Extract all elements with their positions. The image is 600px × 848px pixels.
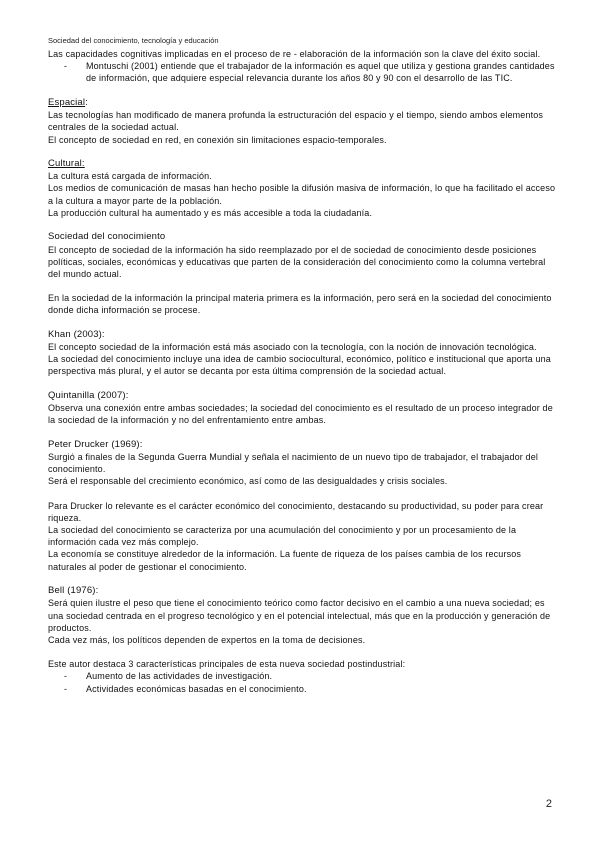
sociedad-paragraph-2: En la sociedad de la información la principal materia primera es la información, pero será en la sociedad del conocimiento donde dicha información se procese. xyxy=(48,293,552,316)
page-number: 2 xyxy=(545,798,552,810)
drucker-paragraph-3: Para Drucker lo relevante es el carácter económico del conocimiento, destacando su productividad, su poder para crear riqueza. xyxy=(48,500,544,523)
section-heading-sociedad: Sociedad del conocimiento xyxy=(48,231,166,243)
intro-paragraph: Las capacidades cognitivas implicadas en el proceso de re - elaboración de la información son la clave del éxito social. xyxy=(48,49,541,59)
section-heading-bell: Bell (1976): xyxy=(48,584,99,596)
section-heading-espacial xyxy=(48,97,558,110)
drucker-paragraph-2: Será el responsable del crecimiento económico, así como de las desigualdades y crisis sociales. xyxy=(48,476,448,487)
section-heading-quintanilla: Quintanilla (2007): xyxy=(48,389,129,401)
khan-paragraph-2: La sociedad del conocimiento incluye una idea de cambio sociocultural, económico, político e institucional que aporta una perspectiva más plural, y el autor se decanta por esta última comprensión de la sociedad actual. xyxy=(48,354,551,377)
list-item: - Actividades económicas basadas en el conocimiento. xyxy=(48,683,558,695)
document-page xyxy=(48,36,558,695)
running-header: Sociedad del conocimiento, tecnología y educación xyxy=(48,36,219,45)
drucker-paragraph-1: Surgió a finales de la Segunda Guerra Mundial y señala el nacimiento de un nuevo tipo de trabajador, el trabajador del conocimiento. xyxy=(48,452,539,475)
section-heading-khan: Khan (2003): xyxy=(48,328,105,340)
sociedad-paragraph-1: El concepto de sociedad de la información ha sido reemplazado por el de sociedad de conocimiento desde posiciones políticas, sociales, económicas y educativas que parten de la consideración del conocimiento como la columna vertebral del mundo actual. xyxy=(48,244,546,279)
list-item: - Aumento de las actividades de investigación. xyxy=(48,670,558,682)
bell-paragraph-2: Cada vez más, los políticos dependen de expertos en la toma de decisiones. xyxy=(48,635,366,645)
heading-espacial-text: Espacial xyxy=(48,96,86,108)
quintanilla-paragraph-1: Observa una conexión entre ambas sociedades; la sociedad del conocimiento es el resultado de un proceso integrador de la sociedad de la información y no del enfrentamiento entre ambas. xyxy=(48,403,553,426)
bell-paragraph-3: Este autor destaca 3 características principales de esta nueva sociedad postindustrial: xyxy=(48,659,406,670)
cultural-paragraph-2: Los medios de comunicación de masas han hecho posible la difusión masiva de información, lo que ha facilitado el acceso a la cultura a mayor parte de la población. xyxy=(48,183,556,206)
espacial-paragraph-2: El concepto de sociedad en red, en conexión sin limitaciones espacio-temporales. xyxy=(48,134,387,145)
heading-espacial-colon: : xyxy=(85,96,88,108)
section-heading-cultural: Cultural: xyxy=(48,157,85,169)
cultural-paragraph-1: La cultura está cargada de información. xyxy=(48,171,212,182)
bell-bullet-list xyxy=(48,670,558,694)
section-heading-drucker: Peter Drucker (1969): xyxy=(48,438,143,450)
khan-paragraph-1: El concepto sociedad de la información está más asociado con la tecnología, con la noción de innovación tecnológica. xyxy=(48,342,537,353)
drucker-paragraph-5: La economía se constituye alrededor de la información. La fuente de riqueza de los países cambia de los recursos naturales al poder de gestionar el conocimiento. xyxy=(48,549,522,572)
cultural-paragraph-3: La producción cultural ha aumentado y es más accesible a toda la ciudadanía. xyxy=(48,207,373,218)
bell-paragraph-1: Será quien ilustre el peso que tiene el conocimiento teórico como factor decisivo en el cambio a una nueva sociedad; es una sociedad centrada en el progreso tecnológico y en el potencial intelectual, más que en la producción y generación de productos. xyxy=(48,598,551,633)
drucker-paragraph-4: La sociedad del conocimiento se caracteriza por una acumulación del conocimiento y por un procesamiento de la información cada vez más complejo. xyxy=(48,525,517,548)
intro-bullet-list xyxy=(48,60,558,84)
espacial-paragraph-1: Las tecnologías han modificado de manera profunda la estructuración del espacio y el tiempo, siendo ambos elementos centrales de la sociedad actual. xyxy=(48,110,544,133)
list-item: - Montuschi (2001) entiende que el trabajador de la información es aquel que utiliza y gestiona grandes cantidades de información, que adquiere especial relevancia durante los años 80 y 90 con el desarrollo de las TIC. xyxy=(48,60,558,84)
